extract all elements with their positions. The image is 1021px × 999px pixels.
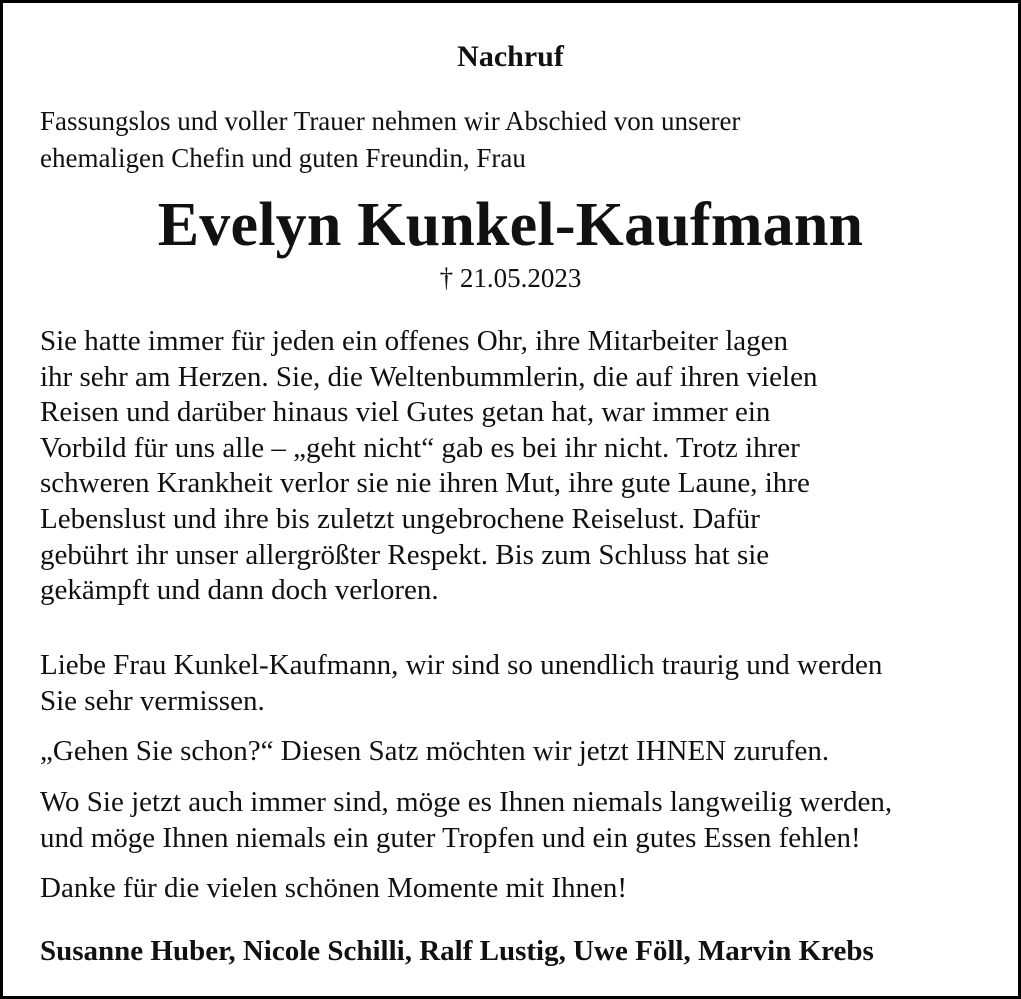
notice-heading: Nachruf	[457, 40, 564, 73]
text-line: schweren Krankheit verlor sie nie ihren Mut, ihre gute Laune, ihre	[40, 467, 810, 500]
text-line: ihr sehr am Herzen. Sie, die Weltenbummlerin, die auf ihren vielen	[40, 360, 818, 393]
signers: Susanne Huber, Nicole Schilli, Ralf Lustig, Uwe Föll, Marvin Krebs	[40, 935, 874, 967]
text-line: „Gehen Sie schon?“ Diesen Satz möchten wir jetzt IHNEN zurufen.	[40, 735, 830, 767]
death-date: † 21.05.2023	[439, 263, 582, 293]
text-line: Liebe Frau Kunkel-Kaufmann, wir sind so unendlich traurig und werden	[40, 649, 883, 681]
text-line: Vorbild für uns alle – „geht nicht“ gab es bei ihr nicht. Trotz ihrer	[40, 431, 800, 464]
paragraph-tribute	[40, 324, 1010, 609]
text-line: gebührt ihr unser allergrößter Respekt. Bis zum Schluss hat sie	[40, 538, 770, 571]
text-line: Danke für die vielen schönen Momente mit Ihnen!	[40, 872, 628, 904]
paragraph-farewell	[40, 648, 1010, 719]
intro-line: ehemaligen Chefin und guten Freundin, Frau	[40, 143, 526, 173]
intro-line: Fassungslos und voller Trauer nehmen wir Abschied von unserer	[40, 106, 741, 136]
text-line: Wo Sie jetzt auch immer sind, möge es Ihnen niemals langweilig werden,	[40, 786, 893, 818]
text-line: Sie hatte immer für jeden ein offenes Ohr, ihre Mitarbeiter lagen	[40, 325, 788, 357]
text-line: gekämpft und dann doch verloren.	[40, 574, 439, 607]
text-line: Sie sehr vermissen.	[40, 684, 265, 717]
intro-text	[40, 103, 1000, 177]
text-line: Lebenslust und ihre bis zuletzt ungebrochene Reiselust. Dafür	[40, 502, 760, 535]
paragraph-quote	[40, 734, 1010, 770]
paragraph-thanks	[40, 871, 1010, 907]
deceased-name: Evelyn Kunkel-Kaufmann	[157, 191, 864, 259]
text-line: Reisen und darüber hinaus viel Gutes getan hat, war immer ein	[40, 396, 771, 429]
paragraph-wishes	[40, 785, 1010, 856]
text-line: und möge Ihnen niemals ein guter Tropfen und ein gutes Essen fehlen!	[40, 821, 861, 854]
